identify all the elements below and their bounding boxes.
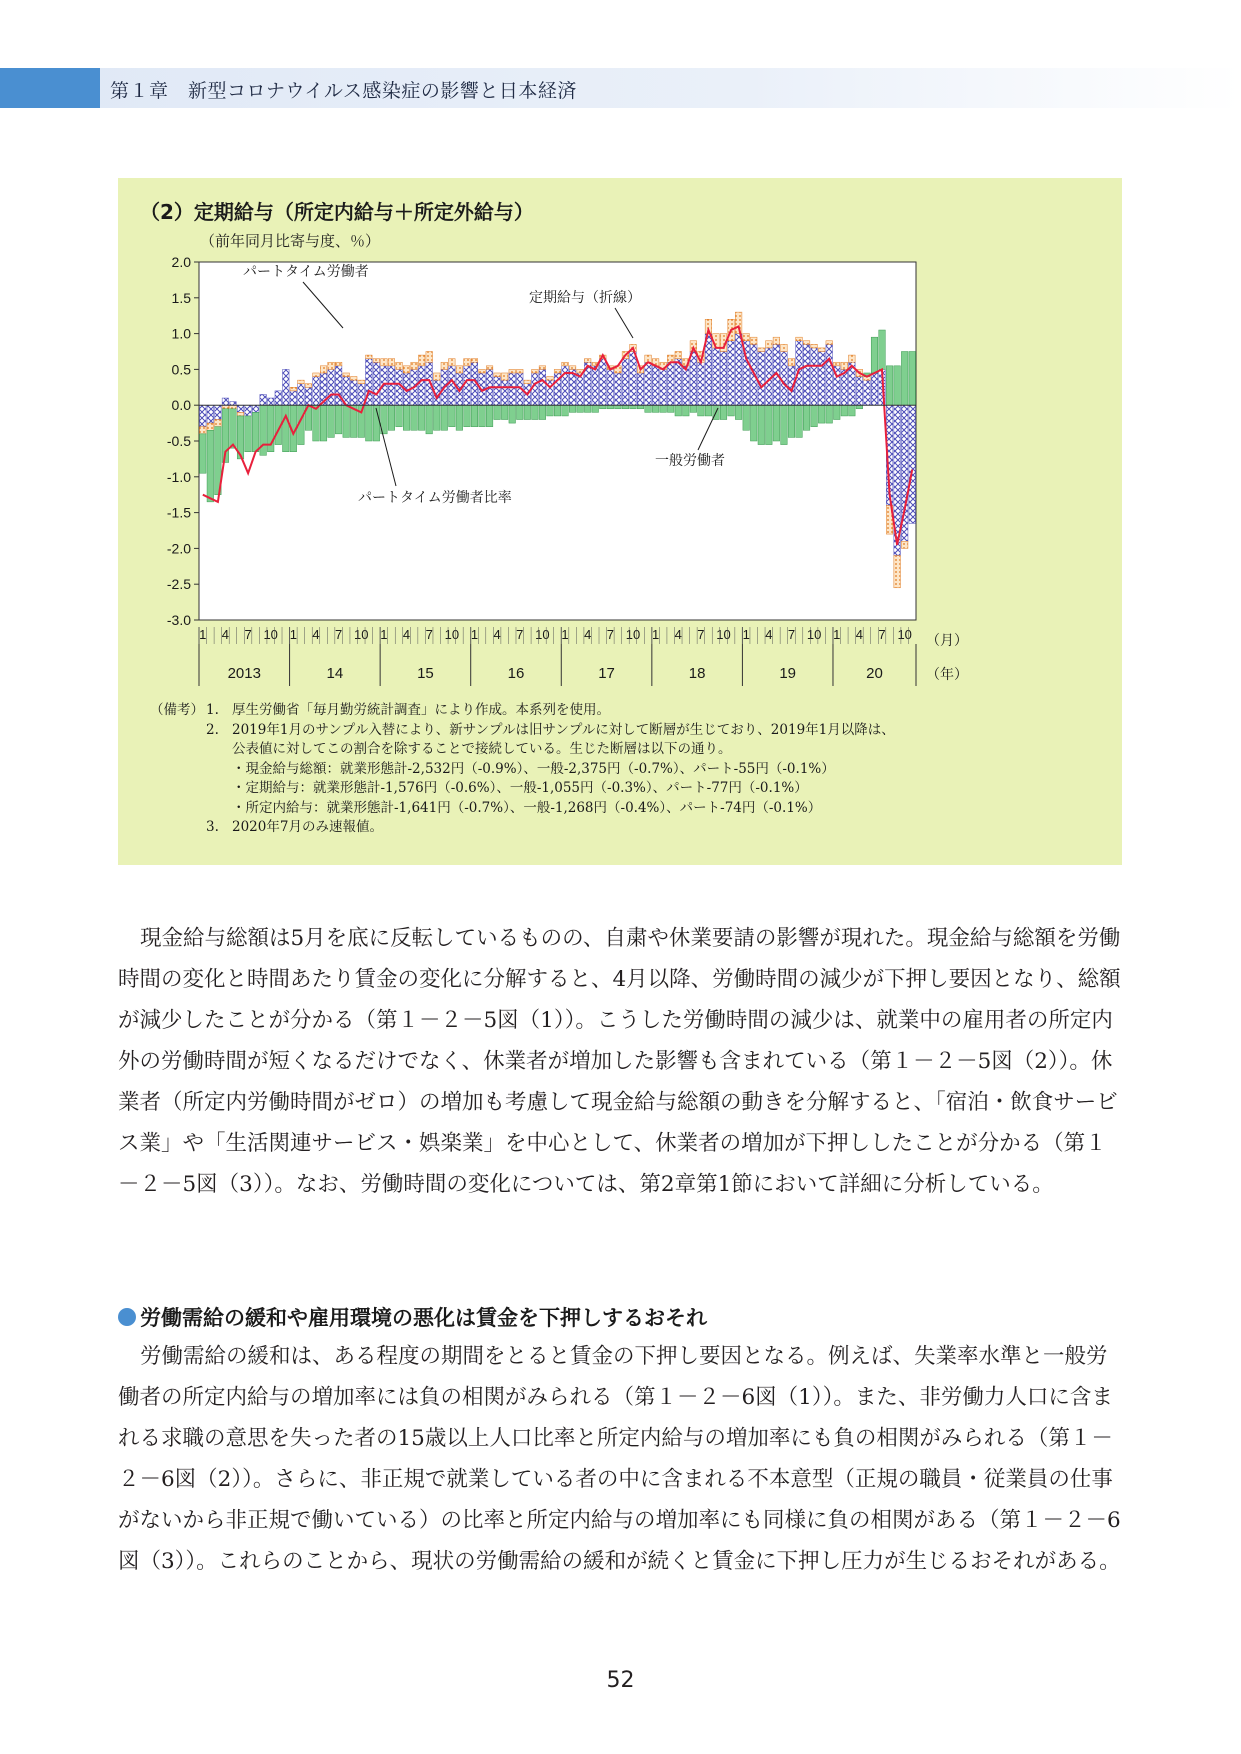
bar-part-ratio (366, 405, 373, 441)
x-month-label: 7 (335, 627, 343, 642)
section-heading-text: 労働需給の緩和や雇用環境の悪化は賃金を下押しするおそれ (140, 1306, 707, 1330)
bar-part-ratio (343, 405, 350, 437)
bar-part-time (441, 362, 448, 369)
x-month-label: 1 (289, 627, 297, 642)
bar-part-time (516, 369, 523, 373)
x-month-label: 10 (535, 627, 550, 642)
bar-part-time (743, 334, 750, 341)
bar-part-time (750, 337, 757, 344)
bar-part-time (894, 556, 901, 588)
bar-part-ratio (418, 405, 425, 430)
x-month-label: 1 (470, 627, 479, 642)
figure-title: （2）定期給与（所定内給与＋所定外給与） (140, 200, 534, 224)
bar-part-ratio (856, 405, 863, 409)
x-month-label: 7 (244, 627, 252, 642)
bar-general (275, 391, 282, 405)
bar-part-ratio (516, 405, 523, 419)
bar-general (562, 366, 569, 405)
bar-part-ratio (396, 405, 403, 426)
x-year-label: 17 (598, 665, 615, 682)
bar-general (328, 369, 335, 405)
bar-general (690, 352, 697, 406)
x-month-label: 4 (493, 627, 501, 642)
bar-part-time (501, 373, 508, 380)
x-month-label: 4 (765, 627, 773, 642)
annotation-general: 一般労働者 (655, 452, 725, 468)
bar-part-time (667, 355, 674, 362)
bar-part-ratio (901, 352, 908, 406)
bar-general (252, 405, 259, 412)
bar-part-time (841, 362, 848, 369)
figure-panel (118, 178, 1122, 865)
bar-part-time (766, 341, 773, 348)
bar-part-ratio (750, 405, 757, 441)
bar-part-time (373, 359, 380, 363)
bar-part-time (675, 352, 682, 359)
year-unit-label: （年） (926, 666, 968, 682)
bar-general (622, 359, 629, 406)
bar-part-time (486, 366, 493, 370)
bar-part-ratio (735, 405, 742, 419)
y-tick-label: -0.5 (166, 433, 191, 449)
bar-part-ratio (486, 405, 493, 426)
page-number: 52 (606, 1668, 635, 1693)
y-tick-label: -2.5 (166, 576, 191, 593)
bar-general (396, 369, 403, 405)
bar-part-time (471, 359, 478, 363)
x-month-label: 1 (833, 627, 841, 642)
bar-part-time (426, 352, 433, 363)
y-tick-label: -1.0 (166, 468, 191, 485)
x-year-label: 16 (507, 665, 525, 682)
bar-part-time (313, 373, 320, 377)
bar-part-ratio (796, 405, 803, 437)
bar-general (290, 391, 297, 405)
bar-part-time (796, 337, 803, 341)
bar-part-time (411, 362, 418, 369)
bar-part-ratio (788, 405, 795, 437)
x-year-label: 18 (688, 665, 706, 682)
x-year-label: 2013 (227, 665, 261, 682)
bar-general (660, 369, 667, 405)
bar-part-ratio (539, 405, 546, 419)
bar-part-time (547, 377, 554, 381)
bar-part-ratio (245, 416, 252, 452)
bar-general (818, 352, 825, 406)
bar-general (781, 352, 788, 406)
bar-part-time (569, 366, 576, 370)
paragraph: 労働需給の緩和は、ある程度の期間をとると賃金の下押し要因となる。例えば、失業率水準と一般労働者の所定内給与の増加率には負の相関がみられる（第１－２－6図（1））。また、非労働力人口に含まれる求職の意思を失った者の15歳以上人口比率と所定内給与の増加率にも負の相関がみられる（第１－２－6図（2））。さらに、非正規で就業している者の中に含まれる不本意型（正規の職員・従業員の仕事がないから非正規で働いている）の比率と所定内給与の増加率にも同様に負の相関がある（第１－２－6図（3））。これらのことから、現状の労働需給の緩和が続くと賃金に下押し圧力が生じるおそれがある。 (118, 1344, 1121, 1574)
x-month-label: 10 (806, 627, 822, 642)
bar-general (501, 380, 508, 405)
bar-part-ratio (909, 352, 916, 406)
bar-part-ratio (479, 405, 486, 426)
bar-part-time (418, 355, 425, 366)
bar-part-time (524, 380, 531, 384)
notes-label: （備考） (150, 702, 204, 718)
bar-general (305, 387, 312, 405)
bar-general (532, 373, 539, 405)
bar-general (245, 405, 252, 416)
x-month-label: 4 (312, 627, 320, 642)
bar-part-time (818, 348, 825, 352)
bar-general (358, 384, 365, 405)
bar-part-time (494, 373, 501, 377)
bar-part-ratio (600, 405, 607, 409)
bar-part-ratio (554, 405, 561, 416)
figure-unit-label: （前年同月比寄与度、％） (200, 232, 381, 250)
bar-general (464, 366, 471, 405)
x-month-label: 7 (606, 627, 614, 642)
bar-part-ratio (675, 405, 682, 416)
x-month-label: 1 (199, 627, 207, 642)
bar-part-time (758, 348, 765, 352)
bar-general (237, 405, 244, 412)
bar-general (652, 366, 659, 405)
y-tick-label: -1.5 (166, 504, 191, 521)
bar-general (909, 405, 916, 523)
bar-part-ratio (320, 405, 327, 441)
bar-part-ratio (683, 405, 690, 416)
bar-general (698, 362, 705, 405)
plot-area (199, 262, 916, 620)
bar-part-ratio (622, 405, 629, 409)
bar-general (856, 377, 863, 406)
bar-part-time (343, 373, 350, 377)
bar-general (811, 348, 818, 405)
note-number: 3. (206, 819, 219, 835)
x-month-label: 7 (697, 627, 705, 642)
bar-general (539, 369, 546, 405)
bar-part-time (381, 359, 388, 366)
bar-part-ratio (388, 405, 395, 430)
bar-part-time (320, 366, 327, 373)
bar-part-ratio (849, 405, 856, 416)
bar-part-ratio (433, 405, 440, 430)
bar-general (607, 369, 614, 405)
bar-part-time (901, 541, 908, 548)
bar-part-ratio (833, 405, 840, 419)
bar-part-ratio (207, 430, 214, 502)
bar-general (720, 352, 727, 406)
bar-general (283, 369, 290, 405)
bar-part-ratio (879, 330, 886, 369)
bar-part-ratio (584, 405, 591, 412)
bar-part-ratio (471, 405, 478, 426)
bar-part-ratio (758, 405, 765, 444)
y-tick-label: 2.0 (171, 254, 191, 270)
bar-part-ratio (577, 405, 584, 412)
bar-general (494, 377, 501, 406)
bar-part-ratio (411, 405, 418, 430)
bar-part-ratio (743, 405, 750, 430)
bar-part-ratio (441, 405, 448, 430)
bar-part-time (539, 366, 546, 370)
bar-part-ratio (547, 405, 554, 416)
bar-part-time (788, 359, 795, 366)
bar-general (298, 384, 305, 405)
x-month-label: 7 (787, 627, 796, 642)
month-unit-label: （月） (926, 632, 968, 648)
x-month-label: 7 (425, 627, 433, 642)
chapter-title: 第１章 新型コロナウイルス感染症の影響と日本経済 (110, 80, 577, 102)
bar-general (592, 366, 599, 405)
x-month-label: 10 (625, 627, 641, 642)
bar-part-ratio (871, 337, 878, 373)
bar-part-time (562, 362, 569, 366)
y-tick-label: 1.5 (171, 289, 191, 306)
x-month-label: 4 (584, 627, 592, 642)
body-paragraph-2 (118, 1336, 1122, 1582)
bar-part-ratio (811, 405, 818, 426)
bar-part-ratio (403, 405, 410, 430)
bar-general (313, 377, 320, 406)
bar-part-time (230, 405, 237, 409)
bar-general (267, 398, 274, 405)
bar-general (713, 348, 720, 405)
y-tick-label: 1.0 (171, 325, 191, 342)
body-paragraph-1 (118, 918, 1122, 1205)
x-year-label: 19 (779, 665, 797, 682)
annotation-part-ratio: パートタイム労働者比率 (358, 489, 512, 505)
bar-part-ratio (728, 405, 735, 416)
bar-part-ratio (494, 405, 501, 419)
x-month-label: 4 (402, 627, 411, 642)
bar-general (705, 334, 712, 406)
bar-part-time (207, 423, 214, 430)
bar-part-ratio (335, 405, 342, 434)
x-month-label: 1 (380, 627, 388, 642)
figure-notes (150, 701, 895, 838)
x-year-label: 14 (326, 665, 344, 682)
bar-part-ratio (826, 405, 833, 423)
bar-part-time (554, 369, 561, 373)
bar-part-ratio (705, 405, 712, 416)
x-month-label: 4 (674, 627, 682, 642)
bar-general (615, 373, 622, 405)
bar-part-ratio (637, 405, 644, 409)
x-month-label: 4 (221, 627, 230, 642)
x-month-label: 10 (716, 627, 731, 642)
bar-part-time (298, 380, 305, 384)
bar-part-ratio (426, 405, 433, 434)
bar-general (222, 398, 229, 405)
bar-part-ratio (569, 405, 576, 412)
bar-general (230, 402, 237, 406)
bar-part-ratio (592, 405, 599, 412)
x-month-label: 10 (263, 627, 278, 642)
bar-part-time (388, 359, 395, 366)
bar-general (766, 348, 773, 405)
bar-part-time (350, 377, 357, 381)
bar-general (260, 394, 267, 405)
bar-part-ratio (773, 405, 780, 441)
y-tick-label: -2.0 (166, 540, 191, 557)
bar-part-time (849, 355, 856, 362)
bar-general (637, 373, 644, 405)
bar-part-time (335, 362, 342, 366)
x-year-label: 20 (866, 665, 883, 682)
note-text: 2019年1月のサンプル入替により、新サンプルは旧サンプルに対して断層が生じており、2019年1月以降は、 (232, 721, 895, 738)
x-month-label: 1 (742, 627, 750, 642)
bar-part-time (366, 355, 373, 359)
stacked-bar-chart (118, 178, 1122, 698)
bar-general (667, 362, 674, 405)
bar-part-ratio (607, 405, 614, 409)
y-tick-label: -3.0 (166, 612, 191, 628)
bar-part-time (826, 341, 833, 345)
bar-general (735, 334, 742, 406)
bar-part-time (396, 362, 403, 369)
bar-part-ratio (449, 405, 456, 426)
bar-part-ratio (230, 409, 237, 448)
bar-part-ratio (645, 405, 652, 412)
bar-part-time (584, 359, 591, 363)
bar-part-time (200, 427, 207, 434)
chapter-tab-marker (0, 68, 100, 108)
bar-part-ratio (615, 405, 622, 409)
note-text: ・現金給与総額：就業形態計-2,532円（-0.9%）、一般-2,375円（-0.7%）、パート-55円（-0.1%） (232, 760, 835, 777)
y-tick-label: 0.5 (171, 361, 191, 378)
bar-part-ratio (562, 405, 569, 416)
bar-part-ratio (200, 434, 207, 473)
bar-general (200, 405, 207, 426)
note-number: 2. (206, 721, 219, 738)
bar-general (577, 373, 584, 405)
bar-part-ratio (781, 405, 788, 444)
bar-general (388, 366, 395, 405)
annotation-part-time: パートタイム労働者 (243, 263, 369, 279)
note-number: 1. (206, 702, 219, 718)
bar-general (864, 380, 871, 405)
bar-part-time (532, 369, 539, 373)
bar-part-ratio (252, 412, 259, 451)
bar-part-ratio (509, 405, 516, 423)
bar-part-ratio (464, 405, 471, 426)
bar-part-time (403, 366, 410, 373)
chapter-header (0, 68, 1241, 108)
bar-general (207, 405, 214, 423)
note-text: 2020年7月のみ速報値。 (232, 819, 383, 835)
note-text: ・定期給与：就業形態計-1,576円（-0.6%）、一般-1,055円（-0.3%）、パート-77円（-0.1%） (232, 780, 808, 796)
bar-part-time (803, 341, 810, 345)
bar-part-ratio (818, 405, 825, 423)
note-text: 公表値に対してこの割合を除することで接続している。生じた断層は以下の通り。 (232, 741, 732, 757)
x-month-label: 10 (444, 627, 460, 642)
bar-part-ratio (690, 405, 697, 412)
bar-part-ratio (841, 405, 848, 416)
note-text: ・所定内給与：就業形態計-1,641円（-0.7%）、一般-1,268円（-0.4%）、パート-74円（-0.1%） (232, 799, 822, 816)
x-month-label: 7 (878, 627, 886, 642)
x-month-label: 1 (651, 627, 660, 642)
bar-general (509, 373, 516, 405)
bar-part-ratio (894, 366, 901, 405)
x-month-label: 7 (516, 627, 524, 642)
bar-part-ratio (652, 405, 659, 412)
bar-part-ratio (313, 405, 320, 441)
bar-part-ratio (456, 405, 463, 430)
bar-part-ratio (803, 405, 810, 430)
bar-part-time (328, 362, 335, 369)
bar-part-time (509, 369, 516, 373)
x-month-label: 4 (855, 627, 864, 642)
bar-general (630, 352, 637, 406)
bar-general (600, 359, 607, 406)
bar-part-time (305, 384, 312, 388)
section-heading (118, 1302, 707, 1332)
bar-part-time (811, 344, 818, 348)
bar-part-time (222, 405, 229, 409)
bar-part-time (773, 337, 780, 344)
bar-part-time (433, 373, 440, 380)
bullet-icon (118, 1308, 136, 1326)
bar-part-ratio (328, 405, 335, 437)
bar-part-ratio (524, 405, 531, 419)
bar-general (418, 366, 425, 405)
bar-part-ratio (630, 405, 637, 409)
bar-general (803, 344, 810, 405)
bar-general (449, 366, 456, 405)
bar-part-ratio (532, 405, 539, 419)
x-month-label: 10 (354, 627, 369, 642)
bar-part-time (290, 387, 297, 391)
y-tick-label: 0.0 (171, 397, 191, 414)
bar-part-ratio (698, 405, 705, 416)
annotation-regular-wage-line: 定期給与（折線） (529, 289, 641, 305)
bar-part-time (781, 344, 788, 351)
bar-general (683, 366, 690, 405)
bar-part-time (358, 380, 365, 384)
bar-general (350, 380, 357, 405)
bar-general (728, 341, 735, 405)
bar-part-ratio (501, 405, 508, 419)
bar-general (758, 352, 765, 406)
bar-part-time (237, 412, 244, 416)
x-month-label: 1 (561, 627, 569, 642)
bar-part-ratio (766, 405, 773, 444)
bar-part-ratio (283, 405, 290, 452)
bar-part-time (479, 369, 486, 373)
bar-part-time (464, 359, 471, 366)
bar-part-ratio (667, 405, 674, 412)
paragraph: 現金給与総額は5月を底に反転しているものの、自粛や休業要請の影響が現れた。現金給与総額を労働時間の変化と時間あたり賃金の変化に分解すると、4月以降、労働時間の減少が下押し要因となり、総額が減少したことが分かる（第１－２－5図（1））。こうした労働時間の減少は、就業中の雇用者の所定内外の労働時間が短くなるだけでなく、休業者が増加した影響も含まれている（第１－２－5図（2））。休業者（所定内労働時間がゼロ）の増加も考慮して現金給与総額の動きを分解すると、「宿泊・飲食サービス業」や「生活関連サービス・娯楽業」を中心として、休業者の増加が下押ししたことが分かる（第１－２－5図（3））。なお、労働時間の変化については、第2章第1節において詳細に分析している。 (118, 926, 1121, 1197)
x-year-label: 15 (417, 665, 434, 682)
bar-general (826, 344, 833, 405)
note-text: 厚生労働省「毎月勤労統計調査」により作成。本系列を使用。 (232, 702, 610, 718)
bar-part-time (833, 362, 840, 366)
bar-general (645, 362, 652, 405)
bar-part-ratio (660, 405, 667, 412)
bar-part-time (215, 420, 222, 427)
bar-general (871, 373, 878, 405)
bar-general (373, 362, 380, 405)
bar-general (215, 405, 222, 419)
bar-part-ratio (720, 405, 727, 419)
bar-part-time (449, 359, 456, 366)
x-month-label: 10 (897, 627, 912, 642)
bar-part-time (456, 366, 463, 373)
bar-part-ratio (886, 366, 893, 405)
